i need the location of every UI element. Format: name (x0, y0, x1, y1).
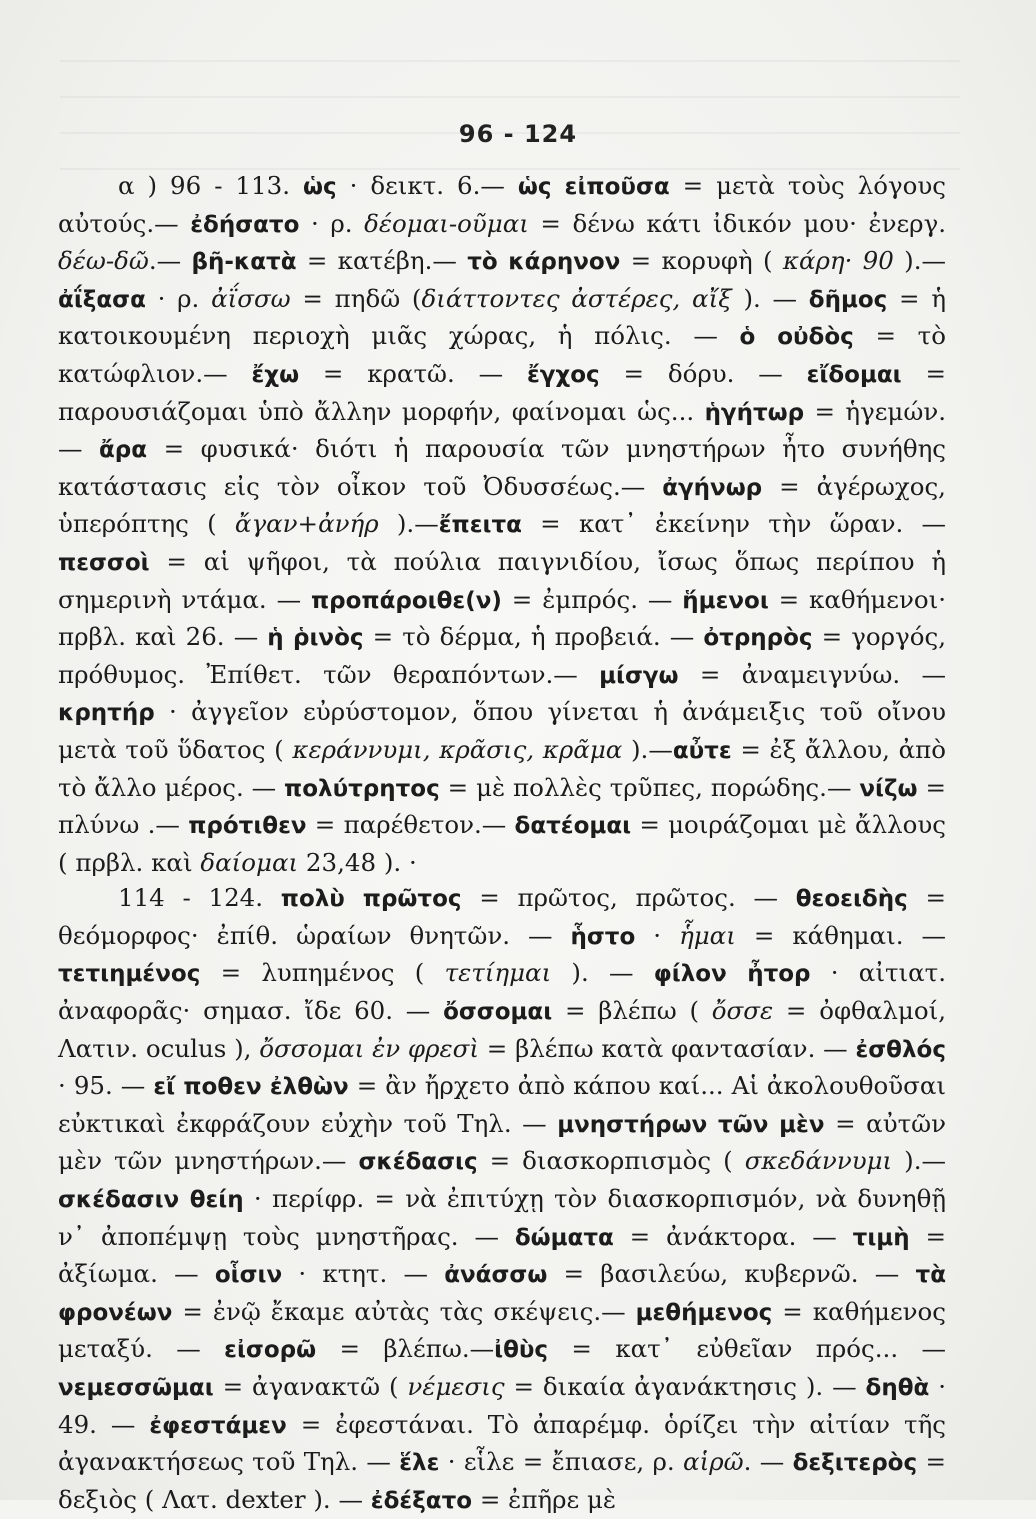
headword: εἴ ποθεν ἐλθὼν (153, 1074, 349, 1101)
headword: ἐδέξατο (370, 1487, 473, 1514)
headword: δηθὰ (865, 1375, 930, 1401)
gloss-text: = μοιράζομαι μὲ ἄλλους ( πρβλ. καὶ (58, 810, 946, 877)
gloss-text: = κατ᾽ εὐθεῖαν πρός... — (548, 1334, 947, 1364)
gloss-text: 23,48 ). · (298, 847, 417, 877)
headword: μνηστήρων τῶν μὲν (557, 1111, 825, 1138)
italic-form: κάρη· 90 (782, 246, 894, 276)
gloss-text: = ἡ κατοικουμένη περιοχὴ μιᾶς χώρας, ἡ πόλις. — (58, 283, 946, 351)
headword: ἰθὺς (494, 1337, 549, 1364)
italic-form: ἀΐσσω (211, 283, 291, 313)
gloss-text: · κτητ. — (282, 1259, 445, 1289)
gloss-text: = κατέβη.— (296, 246, 468, 276)
headword: ἔχω (251, 361, 300, 388)
headword: ὄσσομαι (443, 999, 553, 1026)
commentary-paragraph (58, 168, 946, 880)
headword: ἀνάσσω (444, 1262, 548, 1289)
gloss-text: = πηδῶ ( (290, 283, 422, 313)
gloss-text: = μὲ πολλὲς τρῦπες, πορώδης.— (439, 772, 860, 802)
gloss-text: = βασιλεύω, κυβερνῶ. — (547, 1259, 916, 1289)
gloss-text: · ρ. (299, 208, 365, 238)
gloss-text: · (635, 920, 680, 950)
italic-form: σκεδάννυμι (744, 1146, 893, 1176)
headword: ἧστο (570, 923, 636, 950)
italic-form: νέμεσις (407, 1372, 505, 1401)
gloss-text: ). — (731, 283, 809, 313)
italic-form: δαίομαι (200, 847, 299, 877)
headword: ἡγήτωρ (704, 399, 805, 426)
headword: μίσγω (599, 662, 679, 689)
gloss-text: = πλύνω .— (58, 772, 946, 840)
gloss-text: = ἂν ἤρχετο ἀπὸ κάπου καί... Αἱ ἀκολουθοῦσαι εὐκτικαὶ ἐκφράζουν εὐχὴν τοῦ Τηλ. — (58, 1071, 946, 1138)
gloss-text: ).— (622, 734, 673, 764)
headword: μεθήμενος (635, 1299, 773, 1326)
gloss-text: ).— (378, 509, 439, 539)
gloss-text: = ἐπῆρε μὲ (472, 1484, 617, 1514)
gloss-text: . — (743, 1447, 793, 1477)
italic-form: ἄγαν+ἀνήρ (234, 509, 379, 539)
gloss-text: ).— (892, 1146, 946, 1176)
headword: ἕλε (399, 1450, 440, 1477)
gloss-text: = ἀξίωμα. — (58, 1221, 946, 1289)
gloss-text: = θεόμορφος· ἐπίθ. ὡραίων θνητῶν. — (58, 883, 946, 950)
gloss-text: = ἀνάκτορα. — (613, 1221, 853, 1251)
gloss-text: = βλέπω κατὰ φαντασίαν. — (478, 1033, 856, 1063)
headword: φίλον ἦτορ (653, 961, 811, 988)
gloss-text: = ἐξ ἄλλου, ἀπὸ τὸ ἄλλο μέρος. — (58, 734, 946, 802)
headword: ἀγήνωρ (662, 474, 763, 501)
gloss-text: · ἀγγεῖον εὐρύστομον, ὅπου γίνεται ἡ ἀνάμειξις τοῦ οἴνου μετὰ τοῦ ὕδατος ( (58, 697, 946, 764)
headword: ὡς (302, 174, 337, 200)
headword: ἐδήσατο (190, 211, 300, 238)
gloss-text: = ἀγέρωχος, ὑπερόπτης ( (58, 471, 946, 539)
gloss-text: = τὸ δέρμα, ἡ προβειά. — (363, 622, 704, 652)
headword: δατέομαι (514, 813, 632, 840)
headword: βῆ-κατὰ (191, 249, 297, 276)
gloss-text: = κορυφὴ ( (620, 246, 783, 276)
headword: σκέδασιν θείη (58, 1187, 244, 1214)
gloss-text: ). — (551, 958, 654, 988)
gloss-text: α ) 96 - 113. (118, 171, 303, 200)
gloss-text: = γοργός, πρόθυμος. Ἐπίθετ. τῶν θεραπόντων.— (58, 622, 946, 689)
italic-form: τετίημαι (444, 958, 552, 988)
headword: τετιημένος (58, 961, 201, 988)
headword: τὰ φρονέων (58, 1262, 946, 1326)
gloss-text: = κάθημαι. — (735, 920, 946, 950)
gloss-text: = παρέθετον.— (306, 810, 515, 840)
gloss-text: = αἱ ψῆφοι, τὰ πούλια παιγνιδίου, ἴσως ὅπως περίπου ἡ σημερινὴ ντάμα. — (58, 546, 946, 614)
italic-form: κεράννυμι, κρᾶσις, κρᾶμα (292, 734, 623, 764)
italic-form: ἧμαι (679, 920, 736, 950)
gloss-text: · περίφρ. = νὰ ἐπιτύχῃ τὸν διασκορπισμόν, νὰ δυνηθῇ ν᾽ ἀποπέμψῃ τοὺς μνηστῆρας. — (58, 1184, 946, 1251)
gloss-text: = ἐμπρός. — (501, 584, 683, 614)
gloss-text: = καθήμενοι· πρβλ. καὶ 26. — (58, 584, 946, 652)
headword: ὡς εἰποῦσα (517, 174, 670, 200)
commentary-text (58, 168, 946, 1519)
gloss-text: = δεξιὸς ( Λατ. dexter ). — (58, 1447, 946, 1514)
headword: ἔγχος (526, 361, 600, 388)
gloss-text: · 49. — (58, 1372, 947, 1439)
italic-form: ὄσσομαι ἐν φρεσὶ (259, 1033, 479, 1063)
headword: ἡ ῥινὸς (267, 625, 364, 652)
gloss-text: .— (148, 246, 192, 276)
headword: τιμὴ (852, 1224, 910, 1251)
italic-form: διάττοντες ἀστέρες, αἴξ (421, 283, 732, 313)
gloss-text: · δεικτ. 6.— (336, 171, 518, 200)
headword: πολὺ πρῶτος (280, 886, 462, 913)
headword: τὸ κάρηνον (467, 249, 621, 276)
headword: δῆμος (808, 286, 888, 313)
commentary-paragraph (58, 880, 946, 1519)
gloss-text: = διασκορπισμὸς ( (477, 1146, 745, 1176)
headword: ὀτρηρὸς (703, 625, 813, 652)
headword: δώματα (514, 1224, 614, 1251)
gloss-text: 114 - 124. (118, 883, 281, 913)
headword: ἀΐξασα (58, 286, 146, 313)
page-number: 96 - 124 (458, 120, 578, 148)
gloss-text: = κατ᾽ ἐκείνην τὴν ὥραν. — (521, 509, 946, 539)
gloss-text: = μετὰ τοὺς λόγους αὐτούς.— (58, 171, 946, 238)
gloss-text: = δένω κάτι ἰδικόν μου· ἐνεργ. (528, 208, 947, 238)
gloss-text: = τὸ κατώφλιον.— (58, 321, 946, 388)
gloss-text: ).— (893, 246, 946, 276)
gloss-text: = βλέπω.— (316, 1334, 495, 1364)
italic-form: δέω-δῶ (58, 246, 149, 276)
italic-form: αἱρῶ (683, 1447, 744, 1477)
gloss-text: = δόρυ. — (599, 358, 807, 388)
headword: ἥμενοι (682, 587, 769, 614)
gloss-text: · 95. — (58, 1071, 154, 1101)
gloss-text: · ρ. (145, 283, 212, 313)
headword: πολύτρητος (284, 775, 440, 802)
headword: πεσσοὶ (58, 549, 150, 576)
headword: ἐφεστάμεν (149, 1412, 287, 1439)
gloss-text: = ἀγανακτῶ ( (213, 1372, 408, 1401)
gloss-text: = καθήμενος μεταξύ. — (58, 1296, 946, 1364)
gloss-text: = ἐφεστάναι. Τὸ ἀπαρέμφ. ὁρίζει τὴν αἰτίαν τῆς ἀγανακτήσεως τοῦ Τηλ. — (58, 1409, 946, 1477)
gloss-text: = κρατῶ. — (299, 358, 527, 388)
italic-form: ὄσσε (711, 996, 774, 1026)
gloss-text: = ἀναμειγνύω. — (678, 659, 946, 689)
headword: ἐσθλός (855, 1036, 946, 1063)
gloss-text: · εἷλε = ἔπιασε, ρ. (439, 1447, 684, 1477)
gloss-text: = δικαία ἀγανάκτησις ). — (504, 1372, 866, 1401)
headword: ἔπειτα (438, 512, 522, 539)
gloss-text: = ἐνῷ ἔκαμε αὐτὰς τὰς σκέψεις.— (172, 1296, 636, 1326)
headword: εἴδομαι (806, 361, 902, 388)
italic-form: δέομαι-οῦμαι (364, 208, 529, 238)
gloss-text: = βλέπω ( (552, 996, 712, 1026)
headword: θεοειδὴς (795, 886, 908, 913)
headword: κρητήρ (58, 700, 155, 727)
headword: νίζω (859, 775, 918, 802)
gloss-text: = πρῶτος, πρῶτος. — (461, 883, 796, 913)
headword: σκέδασις (358, 1149, 478, 1176)
gloss-text: · αἰτιατ. ἀναφορᾶς· σημασ. ἴδε 60. — (58, 958, 946, 1026)
headword: οἷσιν (214, 1262, 283, 1289)
headword: δεξιτερὸς (792, 1450, 918, 1477)
gloss-text: = αὐτῶν μὲν τῶν μνηστήρων.— (58, 1108, 947, 1176)
gloss-text: = φυσικά· διότι ἡ παρουσία τῶν μνηστήρων ἦτο συνήθης κατάστασις εἰς τὸν οἶκον τοῦ Ὀδυσσέως.— (58, 434, 946, 501)
gloss-text: = λυπημένος ( (200, 958, 445, 988)
headword: ὁ οὐδὸς (739, 324, 854, 351)
headword: νεμεσσῶμαι (58, 1375, 214, 1401)
gloss-text: = παρουσιάζομαι ὑπὸ ἄλλην μορφήν, φαίνομαι ὡς... (58, 358, 947, 426)
headword: πρότιθεν (188, 813, 307, 840)
gloss-text: = ὀφθαλμοί, Λατιν. oculus ), (58, 996, 947, 1063)
headword: αὖτε (672, 737, 732, 764)
gloss-text: = ἡγεμών. — (58, 396, 946, 464)
headword: προπάροιθε(ν) (310, 587, 502, 614)
headword: εἰσορῶ (224, 1337, 317, 1364)
headword: ἄρα (99, 437, 148, 464)
